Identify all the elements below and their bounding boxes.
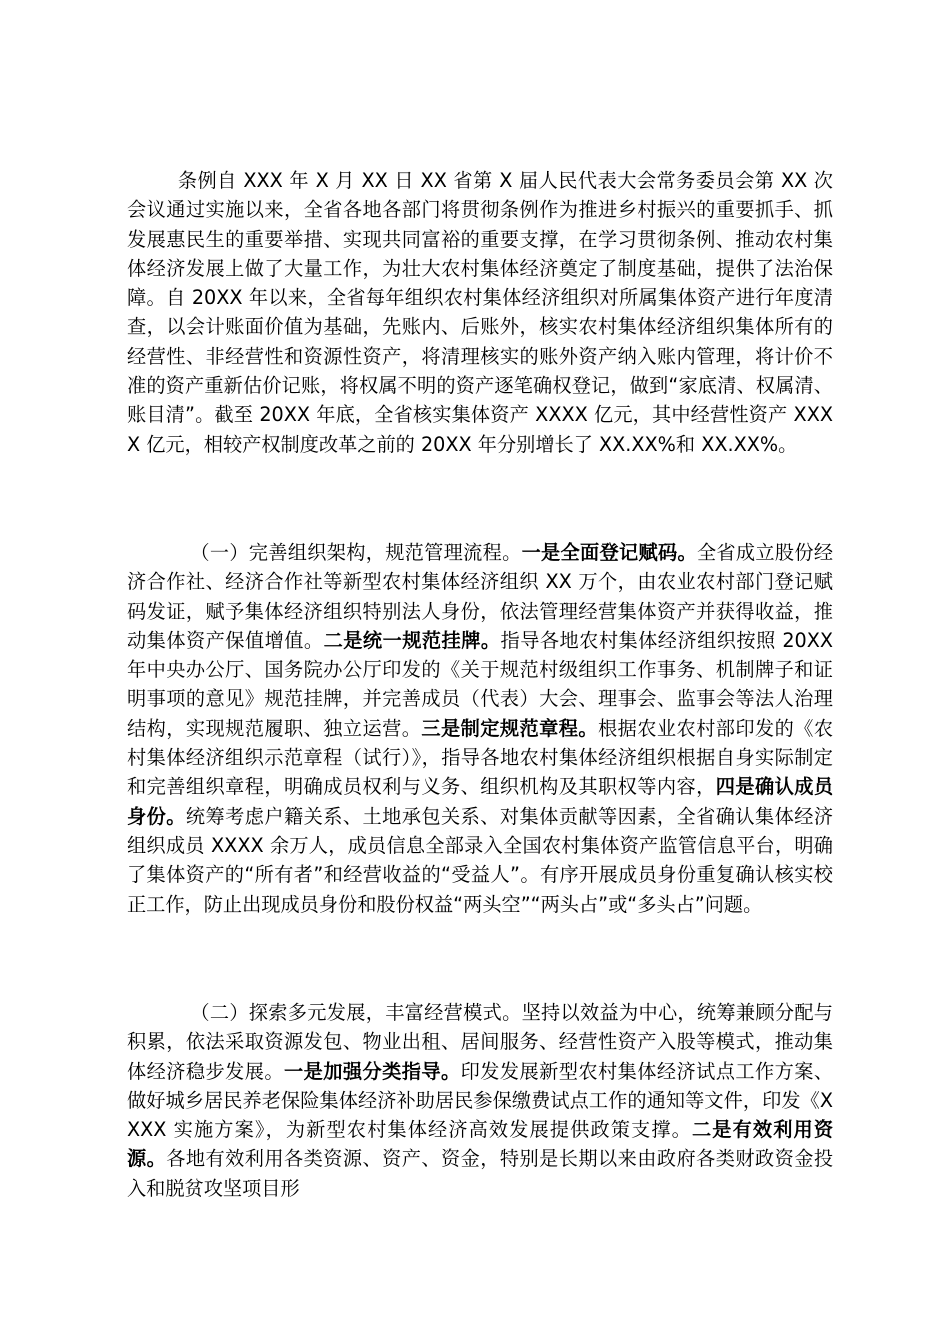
- text-segment: 各地有效利用各类资源、资产、资金，特别是长期以来由政府各类财政资金投入和脱贫攻坚项目形: [127, 1147, 834, 1200]
- text-segment: 统筹考虑户籍关系、土地承包关系、对集体贡献等因素，全省确认集体经济组织成员 XXXX 余万人，成员信息全部录入全国农村集体资产监管信息平台，明确了集体资产的“所有者”和经营收益的“受益人”。有序开展成员身份重复确认核实校正工作，防止出现成员身份和股份权益“两头空”“两头占”或“多头占”问题。: [127, 804, 834, 916]
- text-segment: 印发发展新型农村集体经济试点工作方案、做好城乡居民养老保险集体经济补助居民参保缴费试点工作的通知等文件，印发《XXXX 实施方案》，为新型农村集体经济高效发展提供政策支撑。: [127, 1059, 834, 1142]
- paragraph-section-2: [127, 998, 833, 1203]
- bold-heading-3: 三是制定规范章程。: [421, 716, 598, 740]
- paragraph-section-1: [127, 538, 833, 919]
- text-segment: （一）完善组织架构，规范管理流程。: [190, 541, 522, 564]
- bold-heading-1: 一是全面登记赋码。: [521, 541, 697, 564]
- text-segment: 根据农业农村部印发的《农村集体经济组织示范章程（试行）》，指导各地农村集体经济组织根据自身实际制定和完善组织章程，明确成员权利与义务、组织机构及其职权等内容，: [127, 716, 834, 799]
- bold-heading-1: 一是加强分类指导。: [284, 1059, 461, 1083]
- bold-heading-2: 二是有效利用资源。: [127, 1118, 834, 1171]
- text-segment: 全省成立股份经济合作社、经济合作社等新型农村集体经济组织 XX 万个，由农业农村部门登记赋码发证，赋予集体经济组织特别法人身份，依法管理经营集体资产并获得收益，推动集体资产保值增值。: [127, 541, 834, 652]
- text-segment: 指导各地农村集体经济组织按照 20XX 年中央办公厅、国务院办公厅印发的《关于规范村级组织工作事务、机制牌子和证明事项的意见》规范挂牌，并完善成员（代表）大会、理事会、监事会等法人治理结构，实现规范履职、独立运营。: [127, 628, 834, 740]
- text-segment: （二）探索多元发展，丰富经营模式。坚持以效益为中心，统筹兼顾分配与积累，依法采取资源发包、物业出租、居间服务、经营性资产入股等模式，推动集体经济稳步发展。: [127, 1001, 833, 1083]
- text-segment: 条例自 XXX 年 X 月 XX 日 XX 省第 X 届人民代表大会常务委员会第 XX 次会议通过实施以来，全省各地各部门将贯彻条例作为推进乡村振兴的重要抓手、抓发展惠民生的重要举措、实现共同富裕的重要支撑，在学习贯彻条例、推动农村集体经济发展上做了大量工作，为壮大农村集体经济奠定了制度基础，提供了法治保障。自 20XX 年以来，全省每年组织农村集体经济组织对所属集体资产进行年度清查，以会计账面价值为基础，先账内、后账外，核实农村集体经济组织集体所有的经营性、非经营性和资源性资产，将清理核实的账外资产纳入账内管理，将计价不准的资产重新估价记账，将权属不明的资产逐笔确权登记，做到“家底清、权属清、账目清”。截至 20XX 年底，全省核实集体资产 XXXX 亿元，其中经营性资产 XXXX 亿元，相较产权制度改革之前的 20XX 年分别增长了 XX.XX%和 XX.XX%。: [127, 169, 833, 456]
- bold-heading-2: 二是统一规范挂牌。: [323, 628, 501, 652]
- paragraph-intro: [127, 166, 833, 459]
- bold-heading-4: 四是确认成员身份。: [127, 775, 834, 828]
